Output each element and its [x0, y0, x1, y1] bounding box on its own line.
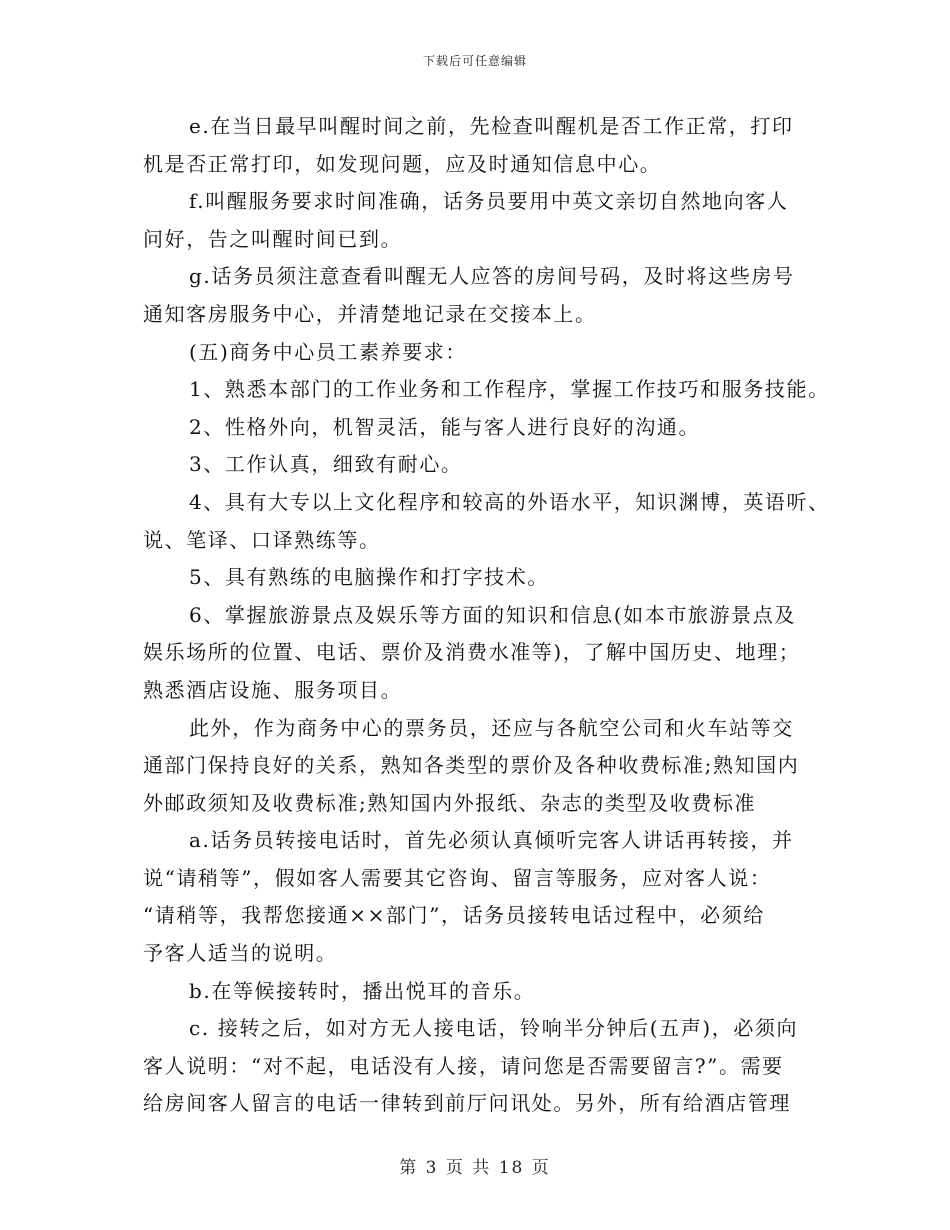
- paragraph: [143, 559, 823, 597]
- text-line: 机是否正常打印，如发现问题，应及时通知信息中心。: [143, 151, 662, 176]
- text-line: 给房间客人留言的电话一律转到前厅问讯处。另外，所有给酒店管理: [143, 1091, 791, 1116]
- text-line: 1、熟悉本部门的工作业务和工作程序，掌握工作技巧和服务技能。: [189, 377, 830, 402]
- text-line: “请稍等，我帮您接通××部门”，话务员接转电话过程中，必须给: [143, 903, 765, 928]
- text-line: g.话务员须注意查看叫醒无人应答的房间号码，及时将这些房号: [189, 264, 795, 289]
- text-line: a.话务员转接电话时，首先必须认真倾听完客人讲话再转接，并: [189, 828, 794, 853]
- page-footer: 第 3 页 共 18 页: [399, 1158, 551, 1178]
- paragraph: [143, 710, 823, 823]
- text-line: 熟悉酒店设施、服务项目。: [143, 677, 403, 702]
- text-line: 外邮政须知及收费标准;熟知国内外报纸、杂志的类型及收费标准: [143, 790, 757, 815]
- text-line: 说“请稍等”，假如客人需要其它咨询、留言等服务，应对客人说：: [143, 865, 772, 890]
- paragraph: [143, 183, 823, 258]
- text-line: 娱乐场所的位置、电话、票价及消费水准等)，了解中国历史、地理；: [143, 640, 801, 665]
- page-header: 下载后可任意编辑: [422, 54, 527, 68]
- paragraph: [143, 446, 823, 484]
- text-line: b.在等候接转时，播出悦耳的音乐。: [189, 978, 536, 1003]
- paragraph: [143, 484, 830, 559]
- text-line: e.在当日最早叫醒时间之前，先检查叫醒机是否工作正常，打印: [189, 114, 794, 138]
- text-line: 予客人适当的说明。: [143, 941, 338, 966]
- paragraph: [143, 258, 823, 333]
- text-line: 此外，作为商务中心的票务员，还应与各航空公司和火车站等交: [189, 715, 794, 740]
- text-line: f.叫醒服务要求时间准确，话务员要用中英文亲切自然地向客人: [189, 189, 789, 214]
- text-line: 3、工作认真，细致有耐心。: [189, 452, 463, 477]
- paragraph: [143, 334, 823, 372]
- paragraph: [143, 108, 823, 183]
- text-line: 5、具有熟练的电脑操作和打字技术。: [189, 565, 549, 590]
- paragraph: [143, 409, 823, 447]
- text-line: 2、性格外向，机智灵活，能与客人进行良好的沟通。: [189, 414, 701, 439]
- text-line: c. 接转之后，如对方无人接电话，铃响半分钟后(五声)，必须向: [189, 1016, 799, 1041]
- paragraph: [143, 371, 830, 409]
- text-line: 4、具有大专以上文化程序和较高的外语水平，知识渊博，英语听、: [189, 489, 830, 514]
- document-body: [143, 108, 830, 1123]
- text-line: (五)商务中心员工素养要求：: [189, 339, 468, 364]
- paragraph: [143, 822, 823, 972]
- text-line: 通部门保持良好的关系，熟知各类型的票价及各种收费标准;熟知国内: [143, 753, 800, 778]
- paragraph: [143, 973, 823, 1011]
- paragraph: [143, 597, 823, 710]
- text-line: 通知客房服务中心，并清楚地记录在交接本上。: [143, 301, 597, 326]
- text-line: 问好，告之叫醒时间已到。: [143, 226, 403, 251]
- text-line: 6、掌握旅游景点及娱乐等方面的知识和信息(如本市旅游景点及: [189, 602, 796, 627]
- paragraph: [143, 1010, 823, 1123]
- text-line: 客人说明：“对不起，电话没有人接，请问您是否需要留言?”。需要: [143, 1053, 784, 1078]
- text-line: 说、笔译、口译熟练等。: [143, 527, 381, 552]
